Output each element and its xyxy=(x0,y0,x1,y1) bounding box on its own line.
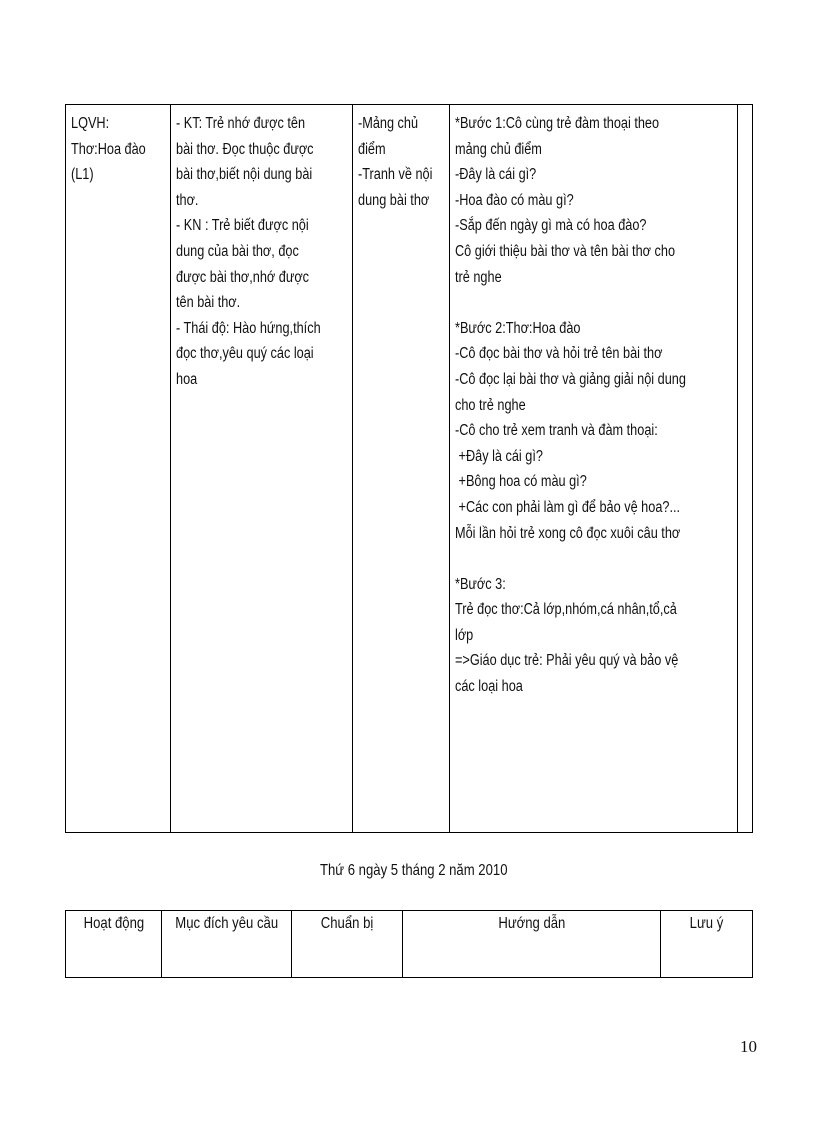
text-line: -Tranh về nội xyxy=(358,166,433,184)
text-line: -Cô đọc lại bài thơ và giảng giải nội dung xyxy=(455,370,687,388)
text-line: -Sắp đến ngày gì mà có hoa đào? xyxy=(455,217,647,235)
text-line: cho trẻ nghe xyxy=(455,396,526,414)
header-activity-label: Hoạt động xyxy=(83,915,144,932)
text-line: +Bông hoa có màu gì? xyxy=(455,473,587,491)
header-table xyxy=(65,910,753,978)
lesson-table xyxy=(65,104,753,833)
text-line: lớp xyxy=(455,626,474,644)
header-activity xyxy=(66,911,162,978)
text-line: bài thơ. Đọc thuộc được xyxy=(176,140,314,158)
activity-text xyxy=(71,111,152,188)
header-notes xyxy=(661,911,753,978)
text-line: +Các con phải làm gì để bảo vệ hoa?... xyxy=(455,498,681,516)
text-line: -Mảng chủ xyxy=(358,115,419,132)
text-line: Trẻ đọc thơ:Cả lớp,nhóm,cá nhân,tổ,cả xyxy=(455,601,677,619)
date-text: Thứ 6 ngày 5 tháng 2 năm 2010 xyxy=(320,862,508,879)
text-line: các loại hoa xyxy=(455,678,523,696)
activity-cell xyxy=(66,105,171,833)
text-line: mảng chủ điểm xyxy=(455,140,543,158)
header-preparation xyxy=(292,911,403,978)
text-line: -Cô cho trẻ xem tranh và đàm thoại: xyxy=(455,422,658,440)
text-line: thơ. xyxy=(176,191,199,209)
text-line: Mỗi lần hỏi trẻ xong cô đọc xuôi câu thơ xyxy=(455,524,681,542)
text-line: dung bài thơ xyxy=(358,191,430,209)
objectives-text xyxy=(176,111,321,393)
text-line: *Bước 2:Thơ:Hoa đào xyxy=(455,319,581,337)
text-line: - KN : Trẻ biết được nội xyxy=(176,217,309,235)
header-notes-label: Lưu ý xyxy=(689,915,724,932)
text-line: đọc thơ,yêu quý các loại xyxy=(176,345,314,363)
table-row xyxy=(66,105,753,833)
page-number: 10 xyxy=(740,1037,757,1056)
header-objectives-label: Mục đích yêu cầu xyxy=(175,915,278,932)
text-line: -Cô đọc bài thơ và hỏi trẻ tên bài thơ xyxy=(455,345,663,363)
table-header-row xyxy=(66,911,753,978)
paragraph-gap xyxy=(455,546,686,572)
date-line xyxy=(320,862,549,880)
text-line: điểm xyxy=(358,140,386,158)
text-line: *Bước 3: xyxy=(455,575,506,593)
text-line: dung của bài thơ, đọc xyxy=(176,242,299,260)
text-line: +Đây là cái gì? xyxy=(455,447,544,465)
text-line: - Thái độ: Hào hứng,thích xyxy=(176,319,321,337)
text-line: Cô giới thiệu bài thơ và tên bài thơ cho xyxy=(455,242,676,260)
text-line: (L1) xyxy=(71,166,94,184)
preparation-cell xyxy=(353,105,450,833)
paragraph-gap xyxy=(455,290,686,316)
notes-cell xyxy=(737,105,752,833)
guide-cell xyxy=(450,105,738,833)
guide-text xyxy=(455,111,686,700)
header-objectives xyxy=(162,911,292,978)
text-line: trẻ nghe xyxy=(455,268,502,286)
text-line: -Đây là cái gì? xyxy=(455,166,537,184)
text-line: - KT: Trẻ nhớ được tên xyxy=(176,115,306,132)
text-line: hoa xyxy=(176,370,198,388)
header-guide xyxy=(403,911,661,978)
text-line: *Bước 1:Cô cùng trẻ đàm thoại theo xyxy=(455,115,660,132)
text-line: được bài thơ,nhớ được xyxy=(176,268,310,286)
header-preparation-label: Chuẩn bị xyxy=(320,915,374,932)
header-guide-label: Hướng dẫn xyxy=(497,915,565,932)
text-line: LQVH: xyxy=(71,115,110,132)
text-line: Thơ:Hoa đào xyxy=(71,140,146,158)
objectives-cell xyxy=(171,105,353,833)
text-line: -Hoa đào có màu gì? xyxy=(455,191,574,209)
text-line: bài thơ,biết nội dung bài xyxy=(176,166,313,184)
text-line: =>Giáo dục trẻ: Phải yêu quý và bảo vệ xyxy=(455,652,679,670)
preparation-text xyxy=(358,111,432,213)
text-line: tên bài thơ. xyxy=(176,294,241,312)
